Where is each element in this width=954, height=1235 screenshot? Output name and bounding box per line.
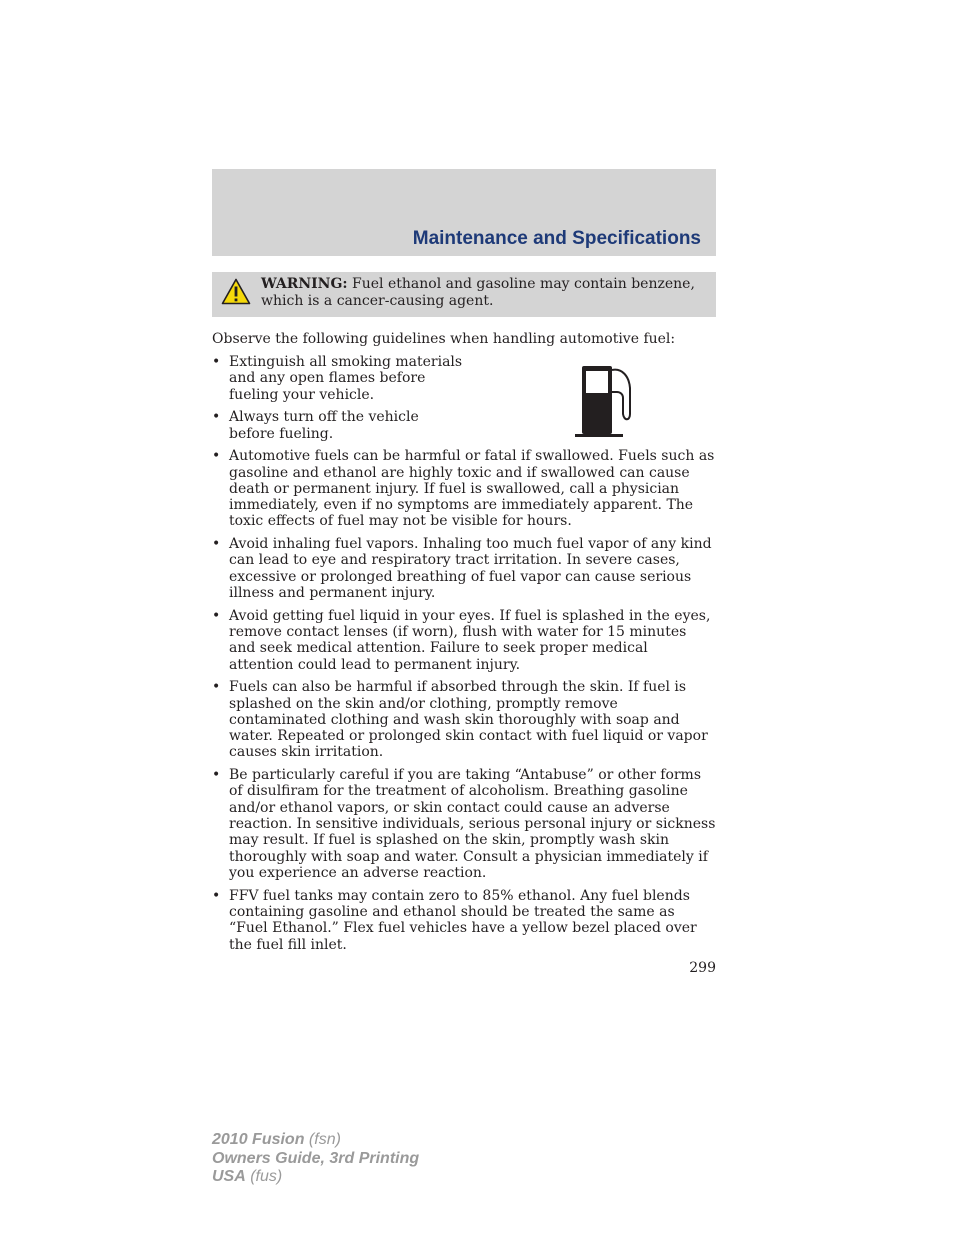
- footer-market-code: (fus): [245, 1168, 283, 1185]
- list-item: • FFV fuel tanks may contain zero to 85% ethanol. Any fuel blends containing gasoline and ethanol should be treated the same as “Fuel Ethanol.” Flex fuel vehicles have a yellow bezel placed over the fuel fill inlet.: [212, 888, 716, 953]
- warning-text: [261, 276, 706, 309]
- page-number: 299: [689, 960, 716, 976]
- warning-body: Fuel ethanol and gasoline may contain benzene, which is a cancer-causing agent.: [261, 276, 695, 309]
- warning-triangle-icon: [221, 278, 251, 305]
- list-item: • Automotive fuels can be harmful or fatal if swallowed. Fuels such as gasoline and ethanol are highly toxic and if swallowed can cause death or permanent injury. If fuel is swallowed, call a physician immediately, even if no symptoms are immediately apparent. The toxic effects of fuel may not be visible for hours.: [212, 448, 716, 529]
- footer-model-code: (fsn): [304, 1131, 341, 1148]
- fuel-guidelines-list: [212, 354, 716, 959]
- footer-model: [212, 1131, 419, 1150]
- footer-model-name: 2010 Fusion: [212, 1131, 305, 1148]
- warning-box: [212, 272, 716, 317]
- intro-text: Observe the following guidelines when handling automotive fuel:: [212, 331, 676, 347]
- list-item: • Be particularly careful if you are taking “Antabuse” or other forms of disulfiram for the treatment of alcoholism. Breathing gasoline and/or ethanol vapors, or skin contact could cause an adverse reaction. In sensitive individuals, serious personal injury or sickness may result. If fuel is splashed on the skin, promptly wash skin thoroughly with soap and water. Consult a physician immediately if you experience an adverse reaction.: [212, 767, 716, 881]
- footer-market: [212, 1168, 419, 1187]
- list-item: • Avoid inhaling fuel vapors. Inhaling too much fuel vapor of any kind can lead to eye and respiratory tract irritation. In severe cases, excessive or prolonged breathing of fuel vapor can cause serious illness and permanent injury.: [212, 536, 716, 601]
- section-title: Maintenance and Specifications: [412, 228, 701, 249]
- list-item: • Fuels can also be harmful if absorbed through the skin. If fuel is splashed on the skin and/or clothing, promptly remove contaminated clothing and wash skin thoroughly with soap and water. Repeated or prolonged skin contact with fuel liquid or vapor causes skin irritation.: [212, 679, 716, 760]
- footer-guide: Owners Guide, 3rd Printing: [212, 1149, 420, 1167]
- section-header: [212, 169, 716, 256]
- list-item: • Always turn off the vehicle before fueling.: [212, 409, 716, 442]
- list-item: • Avoid getting fuel liquid in your eyes. If fuel is splashed in the eyes, remove contact lenses (if worn), flush with water for 15 minutes and seek medical attention. Failure to seek proper medical attention could lead to permanent injury.: [212, 608, 716, 673]
- list-item: • Extinguish all smoking materials and any open flames before fueling your vehicle.: [212, 354, 716, 403]
- footer-market-name: USA: [212, 1168, 246, 1185]
- footer: [212, 1131, 419, 1187]
- warning-label: WARNING:: [261, 276, 348, 292]
